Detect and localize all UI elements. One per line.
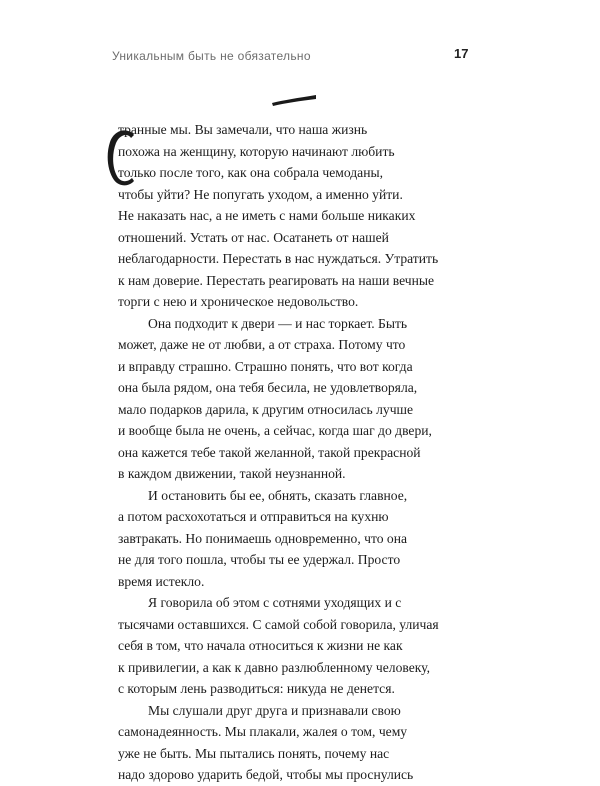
text-line: надо здорово ударить бедой, чтобы мы проснулись: [118, 767, 414, 782]
text-line: она кажется тебе такой желанной, такой прекрасной: [118, 444, 421, 460]
text-line: завтракать. Но понимаешь одновременно, что она: [118, 530, 408, 546]
text-line: самонадеянность. Мы плакали, жалея о том, чему: [118, 724, 408, 739]
text-line: транные мы. Вы замечали, что наша жизнь: [118, 122, 368, 137]
text-line: а потом расхохотаться и отправиться на кухню: [118, 509, 389, 524]
text-line: Она подходит к двери — и нас торкает. Быть: [148, 315, 408, 331]
brush-dash-ornament: [270, 92, 318, 108]
text-line: Мы слушали друг друга и признавали свою: [148, 702, 401, 718]
running-header-title: Уникальным быть не обязательно: [112, 49, 311, 63]
text-line: может, даже не от любви, а от страха. Потому что: [118, 337, 406, 352]
text-line: Я говорила об этом с сотнями уходящих и с: [148, 595, 402, 610]
body-text: [118, 119, 463, 786]
text-line: себя в том, что начала относиться к жизни не как: [118, 638, 403, 653]
text-line: мало подарков дарила, к другим относилась лучше: [118, 401, 414, 417]
text-line: к привилегии, а как к давно разлюбленному человеку,: [118, 659, 430, 675]
text-line: похожа на женщину, которую начинают любить: [118, 143, 395, 159]
text-line: с которым лень разводиться: никуда не денется.: [118, 681, 395, 696]
text-line: тысячами оставшихся. С самой собой говорила, уличая: [118, 616, 439, 632]
text-line: только после того, как она собрала чемоданы,: [118, 165, 384, 180]
text-line: и вправду страшно. Страшно понять, что вот когда: [118, 358, 413, 374]
text-line: чтобы уйти? Не попугать уходом, а именно уйти.: [118, 186, 403, 202]
text-line: не для того пошла, чтобы ты ее удержал. Просто: [118, 552, 401, 567]
text-line: отношений. Устать от нас. Осатанеть от нашей: [118, 229, 389, 245]
text-line: к нам доверие. Перестать реагировать на наши вечные: [118, 272, 435, 288]
text-line: уже не быть. Мы пытались понять, почему нас: [118, 745, 390, 761]
text-line: Не наказать нас, а не иметь с нами больше никаких: [118, 208, 416, 223]
text-line: торги с нею и хроническое недовольство.: [118, 294, 359, 309]
text-line: и вообще была не очень, а сейчас, когда шаг до двери,: [118, 423, 432, 438]
text-line: в каждом движении, такой неузнанной.: [118, 466, 346, 481]
text-line: время истекло.: [118, 573, 205, 589]
text-line: неблагодарности. Перестать в нас нуждаться. Утратить: [118, 251, 439, 266]
text-line: И остановить бы ее, обнять, сказать главное,: [148, 487, 408, 503]
text-line: она была рядом, она тебя бесила, не удовлетворяла,: [118, 380, 418, 395]
page-number: 17: [454, 46, 469, 61]
dropcap-glyph-text: С: [103, 126, 104, 127]
